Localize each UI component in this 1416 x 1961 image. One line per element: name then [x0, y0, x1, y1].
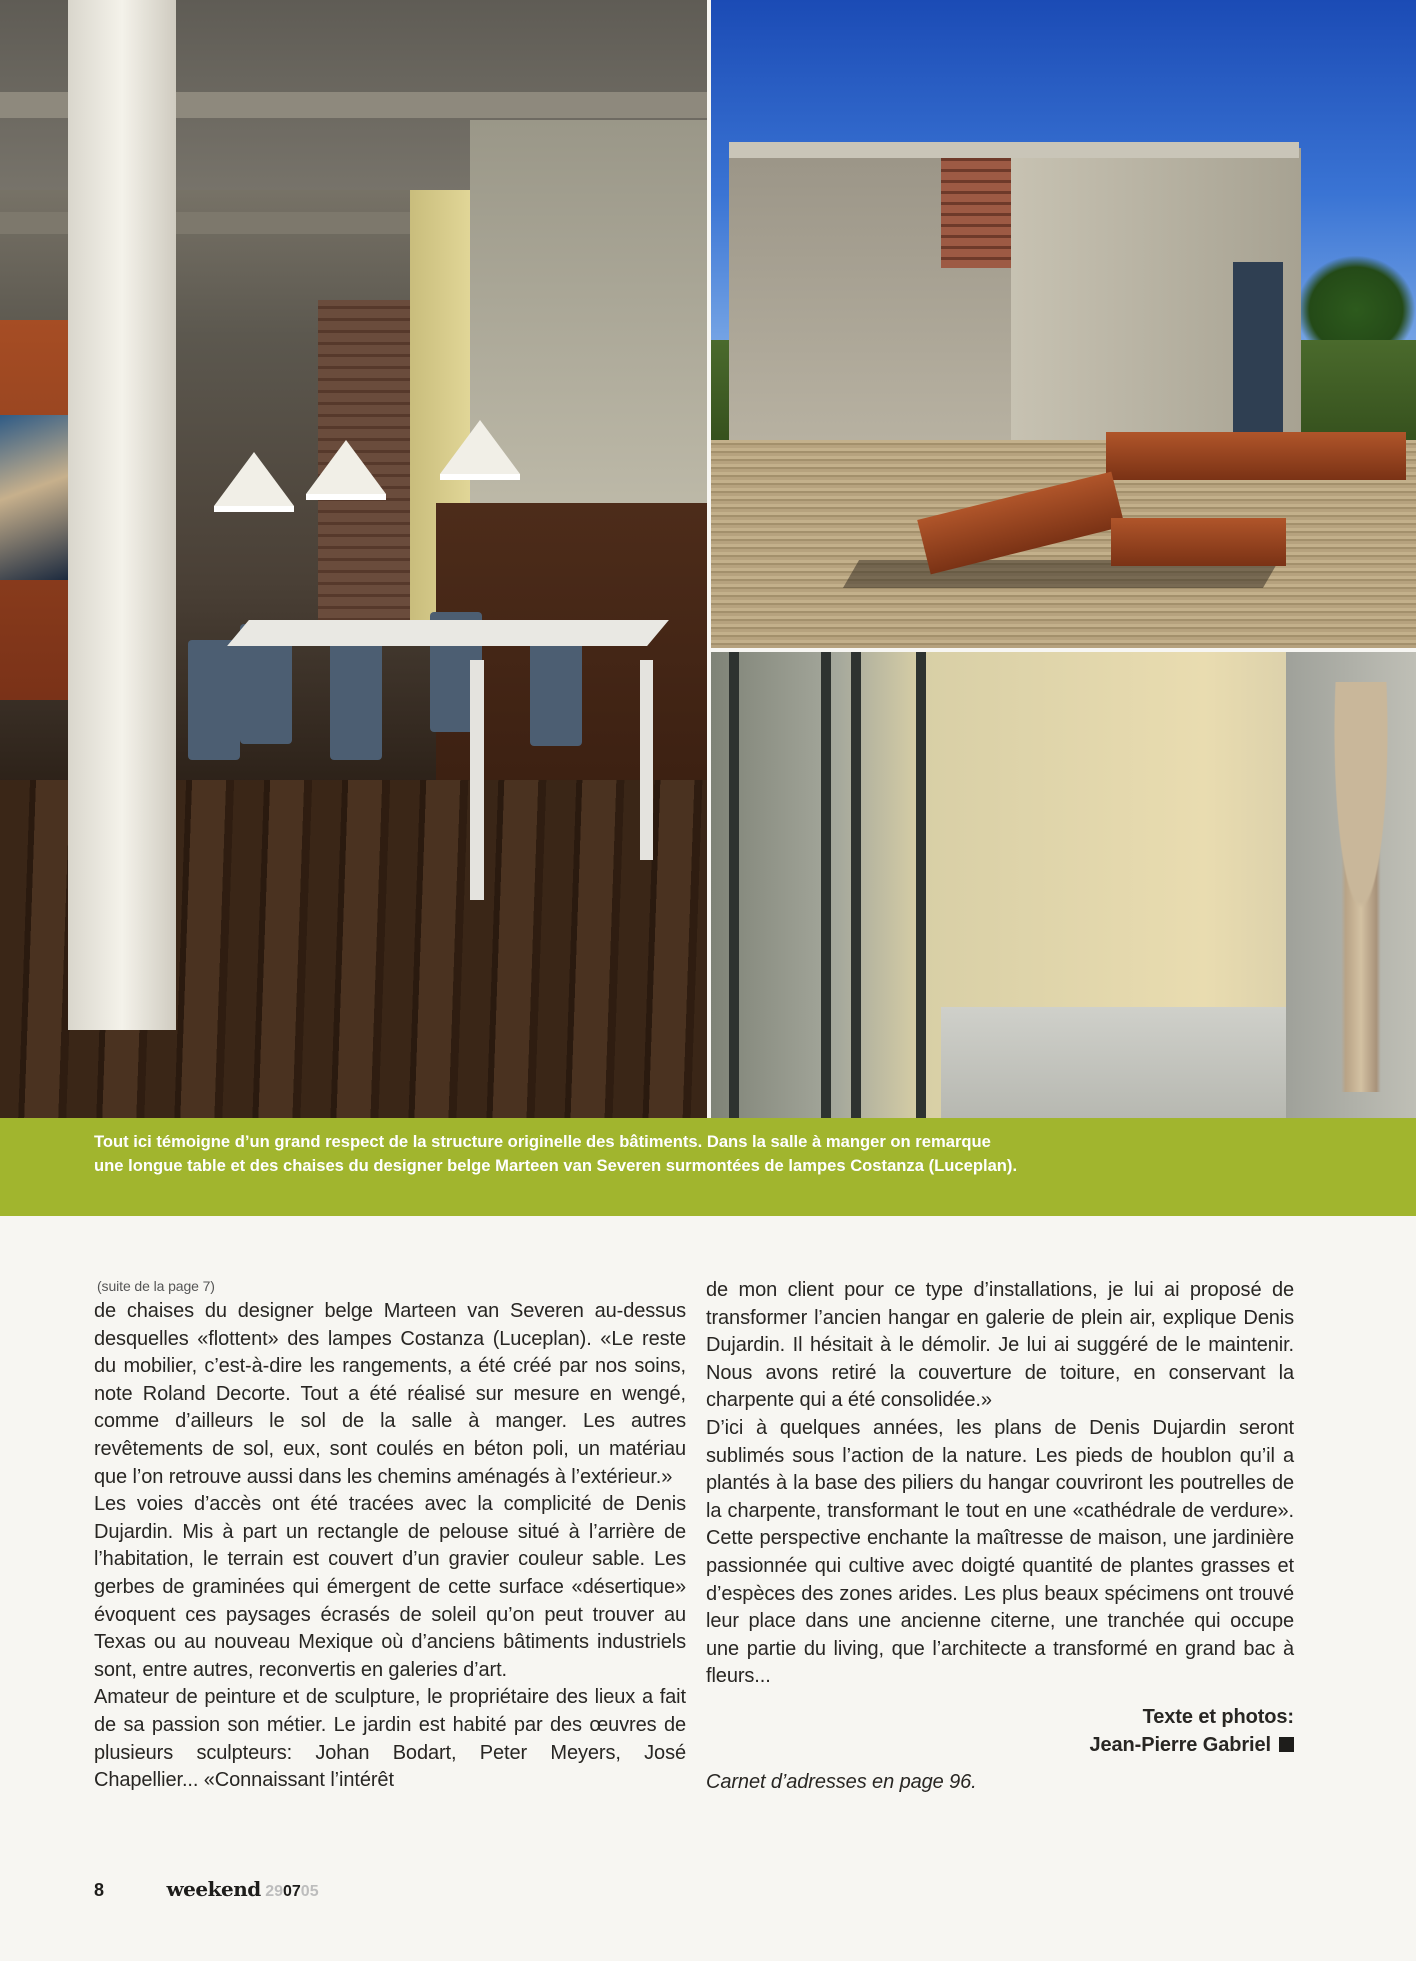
- issue-date: [265, 1883, 318, 1900]
- photo-caption-band: [0, 1118, 1416, 1216]
- sculpture-photo: [711, 652, 1416, 1118]
- page-number: 8: [94, 1880, 105, 1900]
- article-paragraph: Amateur de peinture et de sculpture, le propriétaire des lieux a fait de sa passion son métier. Le jardin est habité par des œuvres de plusieurs sculpteurs: Johan Bodart, Peter Meyers, José Chapellier... «Connaissant l’intérêt: [94, 1686, 686, 1792]
- article-paragraph: D’ici à quelques années, les plans de Denis Dujardin seront sublimés sous l’action de la nature. Les pieds de houblon qu’il a plantés à la base des piliers du hangar couvriront les poutrelles de la charpente, transformant le tout en une «cathédrale de verdure». Cette perspective enchante la maîtresse de maison, une jardinière passionnée qui cultive avec doigté quantité de plantes grasses et d’espèces des zones arides. Les plus beaux spécimens ont trouvé leur place dans une ancienne citerne, une tranchée qui occupe une partie du living, que l’architecte a transformé en grand bac à fleurs...: [706, 1416, 1294, 1688]
- author-name: Jean-Pierre Gabriel: [1089, 1733, 1271, 1756]
- issue-year: 05: [300, 1883, 319, 1900]
- end-mark-icon: [1279, 1737, 1294, 1752]
- dining-room-photo: [0, 0, 707, 1118]
- caption-line-1: Tout ici témoigne d’un grand respect de la structure originelle des bâtiments. Dans la salle à manger on remarque: [94, 1132, 991, 1151]
- issue-day: 29: [265, 1883, 283, 1900]
- photo-caption: [94, 1130, 1394, 1178]
- article-column-left: [94, 1277, 686, 1795]
- article-paragraph: de chaises du designer belge Marteen van Severen au-dessus desquelles «flottent» des lampes Costanza (Luceplan). «Le reste du mobilier, c’est-à-dire les rangements, a été créé par nos soins, note Roland Decorte. Tout a été réalisé sur mesure en wengé, comme d’ailleurs le sol de la salle à manger. Les autres revêtements de sol, eux, sont coulés en béton poli, un matériau que l’on retrouve aussi dans les chemins aménagés à l’extérieur.»: [94, 1300, 686, 1488]
- article-paragraph: de mon client pour ce type d’installations, je lui ai proposé de transformer l’ancien hangar en galerie de plein air, explique Denis Dujardin. Il hésitait à le démolir. Je lui ai suggéré de le maintenir. Nous avons retiré la couverture de toiture, en conservant la charpente qui a été consolidée.»: [706, 1279, 1294, 1412]
- article-column-right: [706, 1277, 1294, 1797]
- garden-hangar-photo: [711, 0, 1416, 648]
- magazine-logo: weekend: [166, 1877, 261, 1901]
- article-paragraph: Les voies d’accès ont été tracées avec la complicité de Denis Dujardin. Mis à part un rectangle de pelouse situé à l’arrière de l’habitation, le terrain est couvert d’un gravier couleur sable. Les gerbes de graminées qui émergent de cette surface «désertique» évoquent ces paysages écrasés de soleil qu’on peut trouver au Texas ou au nouveau Mexique où d’anciens bâtiments industriels sont, entre autres, reconvertis en galeries d’art.: [94, 1493, 686, 1681]
- author-signature: [706, 1703, 1294, 1759]
- issue-month: 07: [283, 1883, 301, 1900]
- page-footer: [94, 1877, 319, 1901]
- caption-line-2: une longue table et des chaises du designer belge Marteen van Severen surmontées de lampes Costanza (Luceplan).: [94, 1156, 1018, 1175]
- address-book-note: Carnet d’adresses en page 96.: [706, 1770, 977, 1793]
- signature-label: Texte et photos:: [1142, 1705, 1294, 1728]
- continuation-note: (suite de la page 7): [97, 1278, 215, 1294]
